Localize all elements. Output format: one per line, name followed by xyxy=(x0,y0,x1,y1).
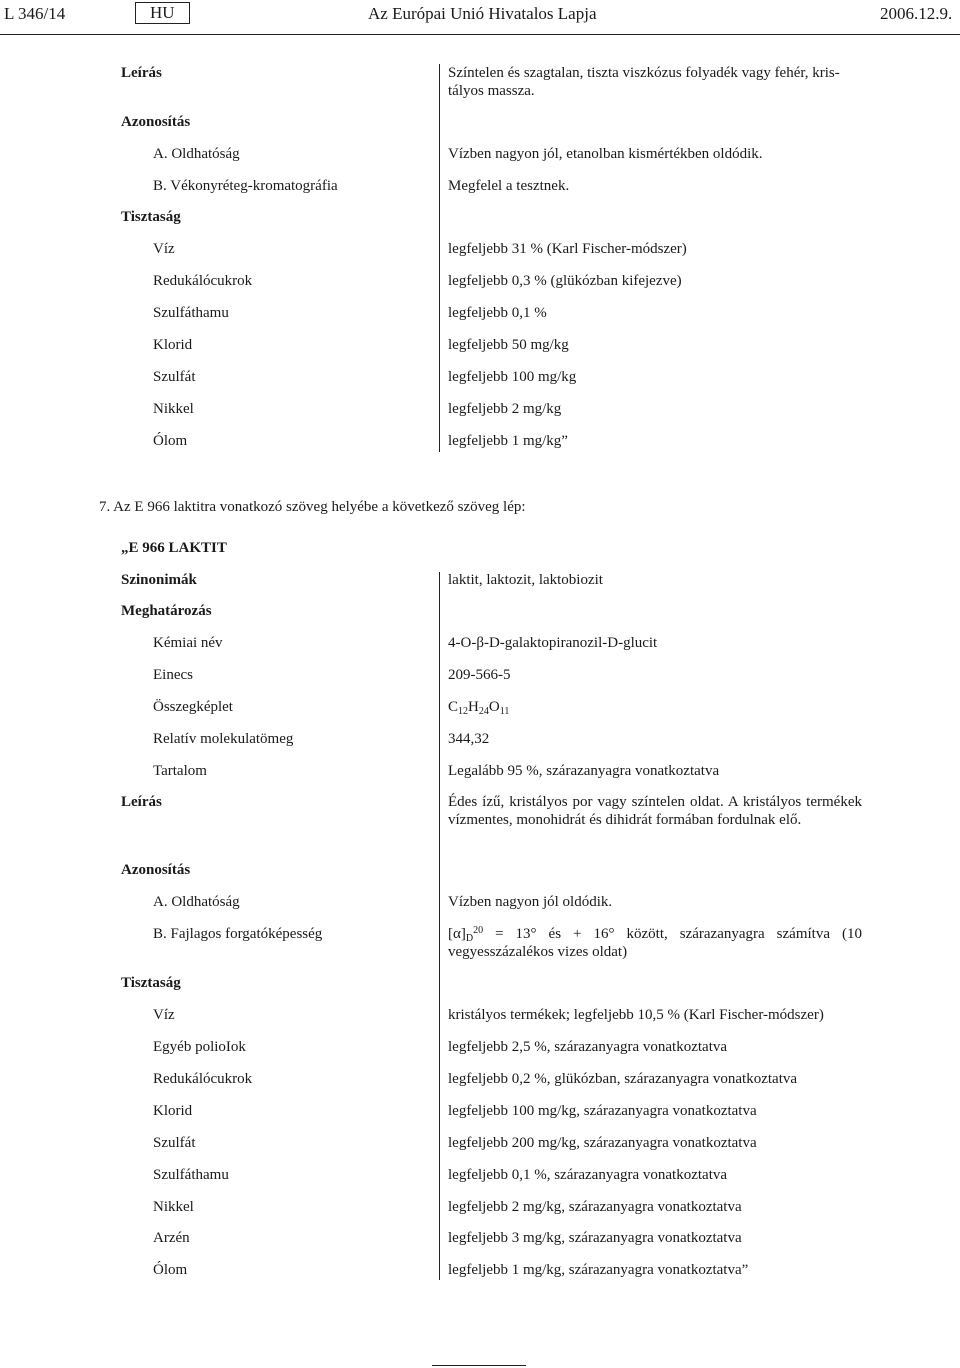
purity-item-value: legfeljebb 31 % (Karl Fischer-módszer) xyxy=(448,241,687,257)
purity-item-value: legfeljebb 200 mg/kg, szárazanyagra vonatkoztatva xyxy=(448,1135,757,1151)
purity-item-label: Szulfáthamu xyxy=(153,1167,229,1183)
additive-title: „E 966 LAKTIT xyxy=(121,540,227,556)
purity-item-label: Klorid xyxy=(153,337,193,353)
purity-item-label: Klorid xyxy=(153,1103,193,1119)
instruction-text: 7. Az E 966 laktitra vonatkozó szöveg helyébe a következő szöveg lép: xyxy=(99,499,526,515)
header-divider xyxy=(0,34,960,35)
specific-rotation-value: $[\alpha]_D^{20} = 13^\circ$ és + 16° között, szárazanyagra számítva (10 vegyesszázalékos vizes oldat) xyxy=(448,925,862,960)
page-header xyxy=(0,2,960,32)
purity-item-label: Egyéb polioIok xyxy=(153,1039,246,1055)
purity-item-label: Víz xyxy=(153,241,175,257)
purity-item-label: Víz xyxy=(153,1007,175,1023)
solubility-label: A. Oldhatóság xyxy=(153,146,240,162)
description-value: Édes ízű, kristályos por vagy színtelen oldat. A kristályos termékek vízmentes, monohidrát és dihidrát formában fordulnak elő. xyxy=(448,794,862,828)
purity-label: Tisztaság xyxy=(121,975,181,991)
einecs-label: Einecs xyxy=(153,667,193,683)
purity-item-value: legfeljebb 0,1 % xyxy=(448,305,547,321)
purity-item-value: legfeljebb 2,5 %, szárazanyagra vonatkoztatva xyxy=(448,1039,728,1055)
purity-item-label: Arzén xyxy=(153,1230,190,1246)
purity-item-value: kristályos termékek; legfeljebb 10,5 % (Karl Fischer-módszer) xyxy=(448,1007,824,1023)
definition-label: Meghatározás xyxy=(121,603,212,619)
formula-value: $C_{12}H_{24}O_{11}$ xyxy=(448,699,510,717)
chemical-name-label: Kémiai név xyxy=(153,635,223,651)
journal-title: Az Európai Unió Hivatalos Lapja xyxy=(368,4,597,23)
purity-item-label: Szulfáthamu xyxy=(153,305,229,321)
description-value: Színtelen és szagtalan, tiszta viszkózus folyadék vagy fehér, kristályos massza. xyxy=(448,65,840,99)
page-reference: L 346/14 xyxy=(4,4,66,23)
synonyms-label: Szinonimák xyxy=(121,572,197,588)
column-divider xyxy=(439,572,440,1280)
molecular-weight-label: Relatív molekulatömeg xyxy=(153,731,294,747)
purity-item-label: Nikkel xyxy=(153,1199,194,1215)
column-divider xyxy=(439,64,440,452)
purity-item-label: Szulfát xyxy=(153,1135,196,1151)
purity-item-value: legfeljebb 2 mg/kg, szárazanyagra vonatkoztatva xyxy=(448,1199,742,1215)
purity-item-label: Nikkel xyxy=(153,401,194,417)
purity-item-value: legfeljebb 2 mg/kg xyxy=(448,401,562,417)
synonyms-value: laktit, laktozit, laktobiozit xyxy=(448,572,603,588)
purity-item-value: legfeljebb 50 mg/kg xyxy=(448,337,569,353)
assay-label: Tartalom xyxy=(153,763,207,779)
tlc-label: B. Vékonyréteg-kromatográfia xyxy=(153,178,338,194)
identification-label: Azonosítás xyxy=(121,862,191,878)
purity-item-value: legfeljebb 1 mg/kg” xyxy=(448,433,568,449)
solubility-value: Vízben nagyon jól, etanolban kismértékben oldódik. xyxy=(448,146,763,162)
identification-label: Azonosítás xyxy=(121,114,191,130)
purity-item-label: Szulfát xyxy=(153,369,196,385)
description-label: Leírás xyxy=(121,794,162,810)
assay-value: Legalább 95 %, szárazanyagra vonatkoztatva xyxy=(448,763,720,779)
description-label: Leírás xyxy=(121,65,162,81)
publication-date: 2006.12.9. xyxy=(880,4,953,23)
purity-item-value: legfeljebb 100 mg/kg xyxy=(448,369,577,385)
purity-item-value: legfeljebb 3 mg/kg, szárazanyagra vonatkoztatva xyxy=(448,1230,742,1246)
purity-item-label: Ólom xyxy=(153,1262,188,1278)
chemical-name-value: 4-O-β-D-galaktopiranozil-D-glucit xyxy=(448,635,658,651)
purity-item-label: Redukálócukrok xyxy=(153,273,253,289)
purity-item-value: legfeljebb 0,2 %, glükózban, szárazanyagra vonatkoztatva xyxy=(448,1071,798,1087)
footer-rule xyxy=(432,1365,526,1366)
solubility-value: Vízben nagyon jól oldódik. xyxy=(448,894,613,910)
molecular-weight-value: 344,32 xyxy=(448,731,490,747)
purity-item-value: legfeljebb 0,1 %, szárazanyagra vonatkoztatva xyxy=(448,1167,728,1183)
einecs-value: 209-566-5 xyxy=(448,667,511,683)
language-badge: HU xyxy=(135,2,190,24)
specific-rotation-label: B. Fajlagos forgatóképesség xyxy=(153,926,323,942)
purity-item-value: legfeljebb 100 mg/kg, szárazanyagra vonatkoztatva xyxy=(448,1103,757,1119)
solubility-label: A. Oldhatóság xyxy=(153,894,240,910)
purity-item-label: Ólom xyxy=(153,433,188,449)
purity-label: Tisztaság xyxy=(121,209,181,225)
purity-item-value: legfeljebb 0,3 % (glükózban kifejezve) xyxy=(448,273,682,289)
purity-item-label: Redukálócukrok xyxy=(153,1071,253,1087)
formula-label: Összegképlet xyxy=(153,699,233,715)
purity-item-value: legfeljebb 1 mg/kg, szárazanyagra vonatkoztatva” xyxy=(448,1262,749,1278)
tlc-value: Megfelel a tesztnek. xyxy=(448,178,570,194)
